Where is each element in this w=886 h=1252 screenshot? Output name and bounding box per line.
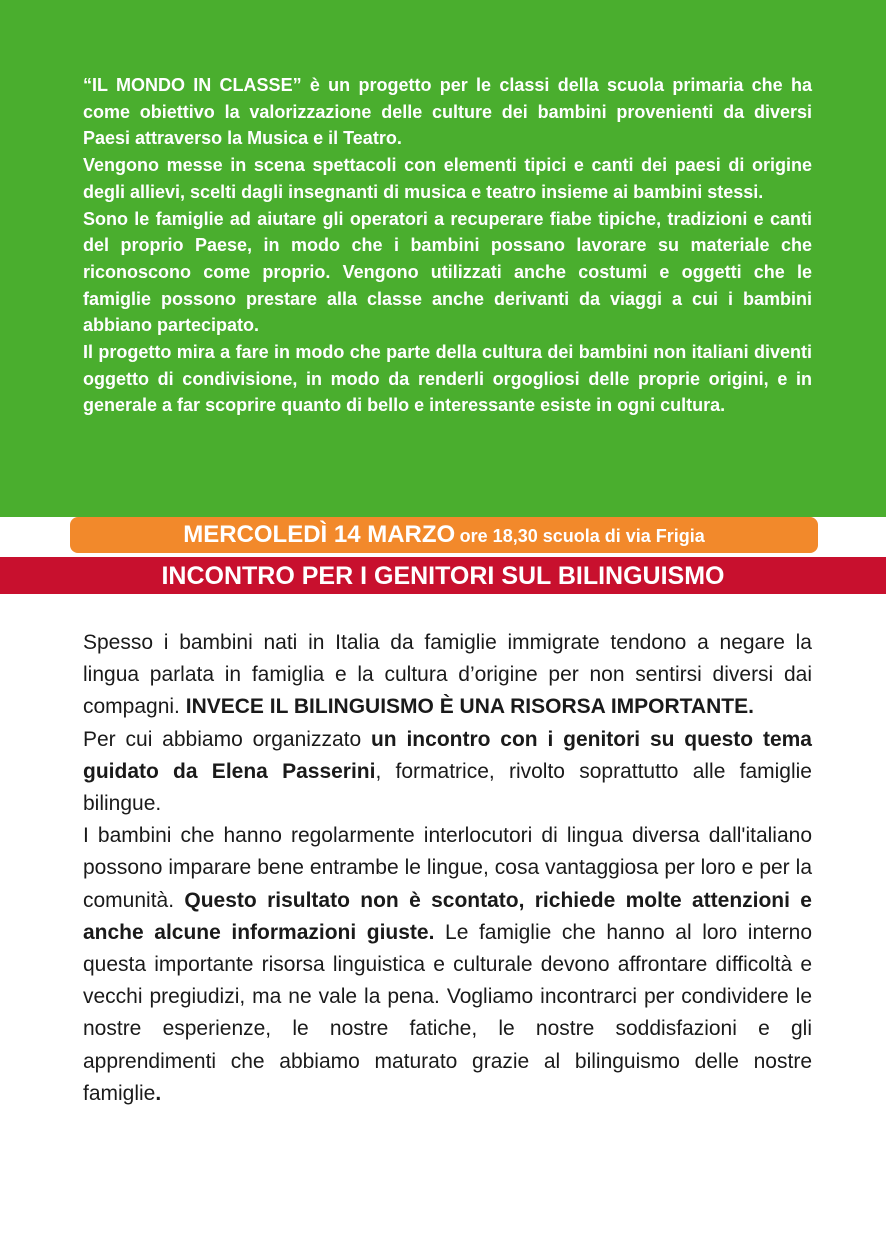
body-paragraph-3 xyxy=(83,820,812,1110)
body-p3-bold: Questo risultato non è scontato, richiede molte attenzioni e anche alcune informazioni giuste. xyxy=(83,888,812,944)
body-p3-text-a: I bambini che hanno regolarmente interlocutori di lingua diversa dall'italiano possono imparare bene entrambe le lingue, cosa vantaggiosa per loro e per la comunità. xyxy=(83,824,812,912)
event-title: INCONTRO PER I GENITORI SUL BILINGUISMO xyxy=(161,562,725,590)
body-p2-bold: un incontro con i genitori su questo tema guidato da Elena Passerini xyxy=(83,727,812,783)
body-text xyxy=(83,627,812,1110)
body-paragraph-2 xyxy=(83,724,812,821)
intro-paragraph-1: “IL MONDO IN CLASSE” è un progetto per le classi della scuola primaria che ha come obiettivo la valorizzazione delle culture dei bambini provenienti da diversi Paesi attraverso la Musica e il Teatro. xyxy=(83,75,812,149)
event-date-banner xyxy=(70,517,818,553)
body-p2-text-c: , formatrice, rivolto soprattutto alle famiglie bilingue. xyxy=(83,759,812,816)
intro-text xyxy=(83,72,812,419)
intro-paragraph-2: Vengono messe in scena spettacoli con elementi tipici e canti dei paesi di origine degli allievi, scelti dagli insegnanti di musica e teatro insieme ai bambini stessi. xyxy=(83,155,812,202)
event-title-banner xyxy=(0,557,886,594)
body-paragraph-1 xyxy=(83,627,812,724)
event-details: ore 18,30 scuola di via Frigia xyxy=(459,526,705,546)
body-p1-text: Spesso i bambini nati in Italia da famiglie immigrate tendono a negare la lingua parlata in famiglia e la cultura d’origine per non sentirsi diversi dai compagni. xyxy=(83,631,812,719)
body-p2-text-a: Per cui abbiamo organizzato xyxy=(83,727,371,751)
event-date: MERCOLEDÌ 14 MARZO xyxy=(183,521,456,548)
body-p3-text-c: Le famiglie che hanno al loro interno questa importante risorsa linguistica e culturale devono affrontare difficoltà e vecchi pregiudizi, ma ne vale la pena. Vogliamo incontrarci per condividere le nostre esperienze, le nostre fatiche, le nostre soddisfazioni e gli apprendimenti che abbiamo maturato grazie al bilinguismo delle nostre famiglie xyxy=(83,920,813,1105)
intro-paragraph-4: Il progetto mira a fare in modo che parte della cultura dei bambini non italiani diventi oggetto di condivisione, in modo da renderli orgogliosi delle proprie origini, e in generale a far scoprire quanto di bello e interessante esiste in ogni cultura. xyxy=(83,342,812,416)
intro-paragraph-3: Sono le famiglie ad aiutare gli operatori a recuperare fiabe tipiche, tradizioni e canti del proprio Paese, in modo che i bambini possano lavorare su materiale che riconoscono come proprio. Vengono utilizzati anche costumi e oggetti che le famiglie possono prestare alla classe anche derivanti da viaggi a cui i bambini abbiano partecipato. xyxy=(83,208,812,336)
body-p3-final-period: . xyxy=(155,1081,162,1105)
body-p1-bold: INVECE IL BILINGUISMO È UNA RISORSA IMPORTANTE. xyxy=(185,695,754,719)
